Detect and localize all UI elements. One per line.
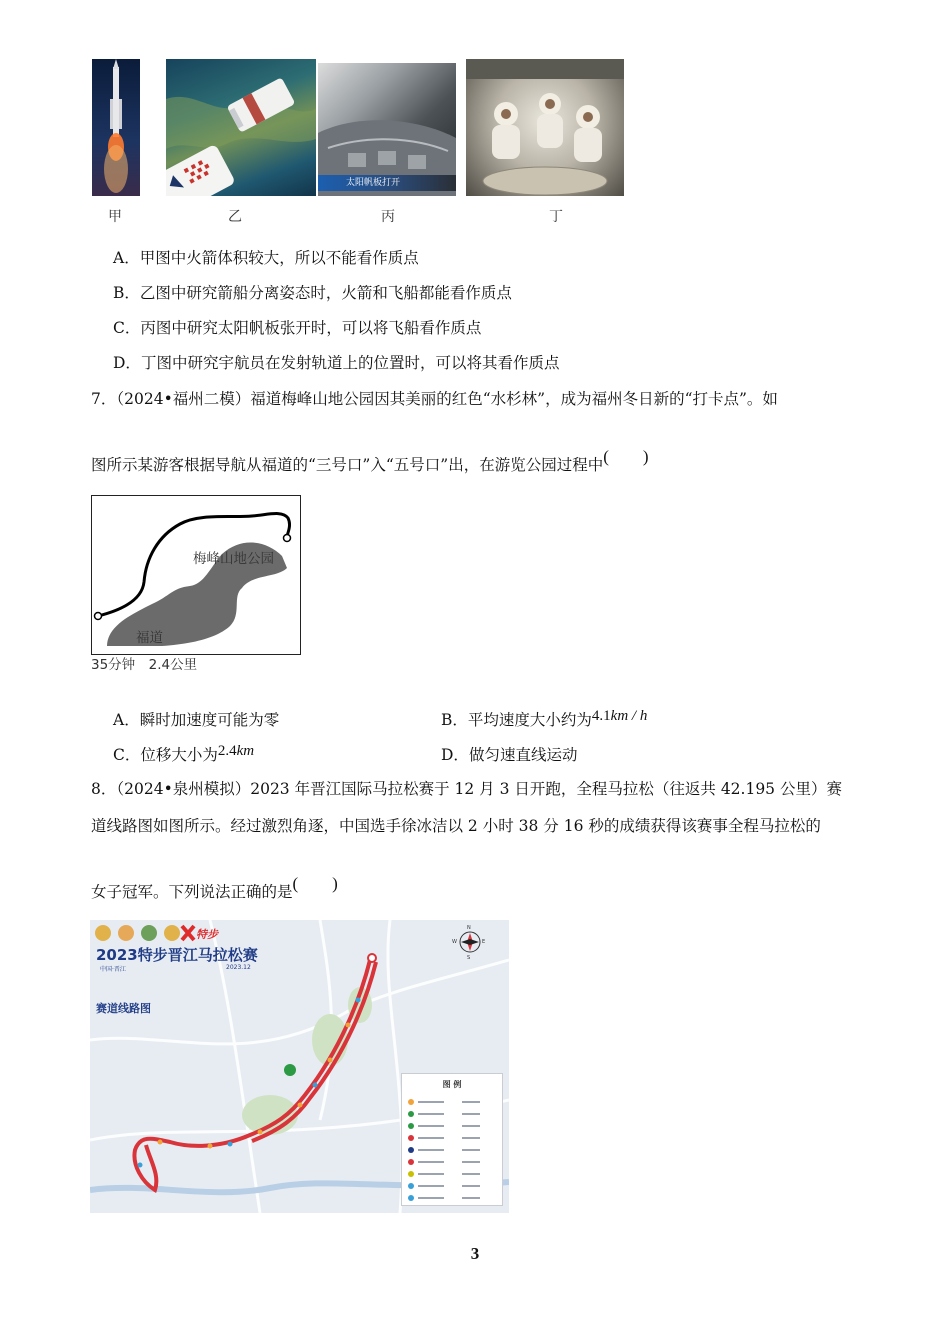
photo-rocket-launch bbox=[92, 59, 140, 196]
q8-source: （2024•泉州模拟） bbox=[116, 780, 251, 798]
option-text: 位移大小为 bbox=[140, 746, 218, 764]
option-letter: C． bbox=[113, 319, 141, 337]
overlay-text: 太阳帆板打开 bbox=[346, 178, 401, 188]
entrance-marker bbox=[95, 613, 102, 620]
option-text: 丙图中研究太阳帆板张开时，可以将飞船看作质点 bbox=[140, 319, 482, 337]
compass-s: S bbox=[467, 955, 471, 961]
option-math-value: 2.4 bbox=[217, 743, 237, 759]
compass-n: N bbox=[467, 925, 471, 931]
q7-number: 7． bbox=[91, 390, 117, 408]
sponsor-logos bbox=[95, 925, 194, 941]
option-text: 做匀速直线运动 bbox=[468, 746, 578, 764]
compass-icon bbox=[460, 932, 480, 952]
option-letter: B． bbox=[441, 711, 468, 729]
start-marker bbox=[368, 954, 376, 962]
compass-w: W bbox=[452, 939, 457, 945]
q8-number: 8． bbox=[91, 780, 117, 798]
q7-source: （2024•福州二模） bbox=[116, 390, 251, 408]
photo-astronauts bbox=[466, 59, 624, 196]
q6-option-a[interactable] bbox=[113, 248, 419, 268]
marathon-map-title: 2023特步晋江马拉松赛 bbox=[96, 946, 258, 964]
photo-overlay-banner bbox=[318, 175, 456, 191]
q8-stem-1: 2023 年晋江国际马拉松赛于 12 月 3 日开跑，全程马拉松（往返共 42.195 公里）赛 bbox=[250, 780, 842, 798]
route-map-label: 赛道线路图 bbox=[96, 1002, 151, 1015]
marathon-route bbox=[134, 960, 376, 1190]
option-math-value: 4.1 bbox=[591, 708, 611, 724]
q7-option-a[interactable] bbox=[113, 710, 279, 730]
q7-line1 bbox=[91, 389, 778, 409]
answer-paren: ( ) bbox=[292, 874, 338, 893]
map-subtitle-right: 2023.12 bbox=[226, 964, 251, 971]
park-route-map bbox=[91, 495, 301, 655]
option-letter: A． bbox=[113, 711, 140, 729]
option-math-unit: km bbox=[236, 743, 255, 759]
q6-option-d[interactable] bbox=[113, 353, 559, 373]
q8-line2 bbox=[91, 816, 821, 836]
caption-ding: 丁 bbox=[549, 209, 563, 225]
option-letter: A． bbox=[113, 249, 140, 267]
q6-option-b[interactable] bbox=[113, 283, 512, 303]
compass-e: E bbox=[482, 939, 486, 945]
q7-option-b[interactable] bbox=[441, 710, 647, 731]
map-subtitle-left: 中国·晋江 bbox=[100, 966, 126, 973]
option-text: 瞬时加速度可能为零 bbox=[139, 711, 280, 729]
map-label-road: 福道 bbox=[136, 630, 163, 646]
legend-title: 图 例 bbox=[442, 1080, 462, 1089]
q7-option-c[interactable] bbox=[113, 745, 254, 766]
q7-line2 bbox=[91, 447, 649, 475]
option-letter: C． bbox=[113, 746, 141, 764]
option-letter: B． bbox=[113, 284, 140, 302]
q7-option-d[interactable] bbox=[441, 745, 577, 765]
map-legend bbox=[401, 1073, 503, 1206]
q8-stem-3: 女子冠军。下列说法正确的是 bbox=[91, 883, 293, 901]
exit-marker bbox=[284, 535, 291, 542]
q6-option-c[interactable] bbox=[113, 318, 481, 338]
option-math-unit: km / h bbox=[610, 708, 648, 724]
photo-separation bbox=[166, 59, 316, 196]
option-letter: D． bbox=[113, 354, 141, 372]
caption-yi: 乙 bbox=[228, 209, 242, 225]
q7-stem-2: 图所示某游客根据导航从福道的“三号口”入“五号口”出，在游览公园过程中 bbox=[91, 456, 604, 474]
option-text: 丁图中研究宇航员在发射轨道上的位置时，可以将其看作质点 bbox=[140, 354, 560, 372]
brand-logo-text: 特步 bbox=[196, 928, 218, 941]
answer-paren: ( ) bbox=[603, 447, 649, 466]
q8-stem-2: 道线路图如图所示。经过激烈角逐，中国选手徐冰洁以 2 小时 38 分 16 秒的成绩获得该赛事全程马拉松的 bbox=[91, 817, 821, 835]
option-text: 平均速度大小约为 bbox=[467, 711, 592, 729]
finish-marker bbox=[284, 1064, 296, 1076]
option-text: 乙图中研究箭船分离姿态时，火箭和飞船都能看作质点 bbox=[139, 284, 512, 302]
option-letter: D． bbox=[441, 746, 469, 764]
page-number: 3 bbox=[470, 1244, 480, 1263]
q8-line3 bbox=[91, 874, 338, 902]
caption-jia: 甲 bbox=[108, 209, 122, 225]
photo-solar-panel bbox=[318, 63, 456, 196]
map-caption: 35分钟 2.4公里 bbox=[91, 657, 198, 673]
caption-bing: 丙 bbox=[381, 209, 395, 225]
option-text: 甲图中火箭体积较大，所以不能看作质点 bbox=[139, 249, 419, 267]
marathon-route-map bbox=[90, 920, 509, 1213]
q8-line1 bbox=[91, 779, 842, 799]
map-label-park: 梅峰山地公园 bbox=[193, 551, 274, 567]
q7-stem-1: 福道梅峰山地公园因其美丽的红色“水杉林”，成为福州冬日新的“打卡点”。如 bbox=[250, 390, 778, 408]
